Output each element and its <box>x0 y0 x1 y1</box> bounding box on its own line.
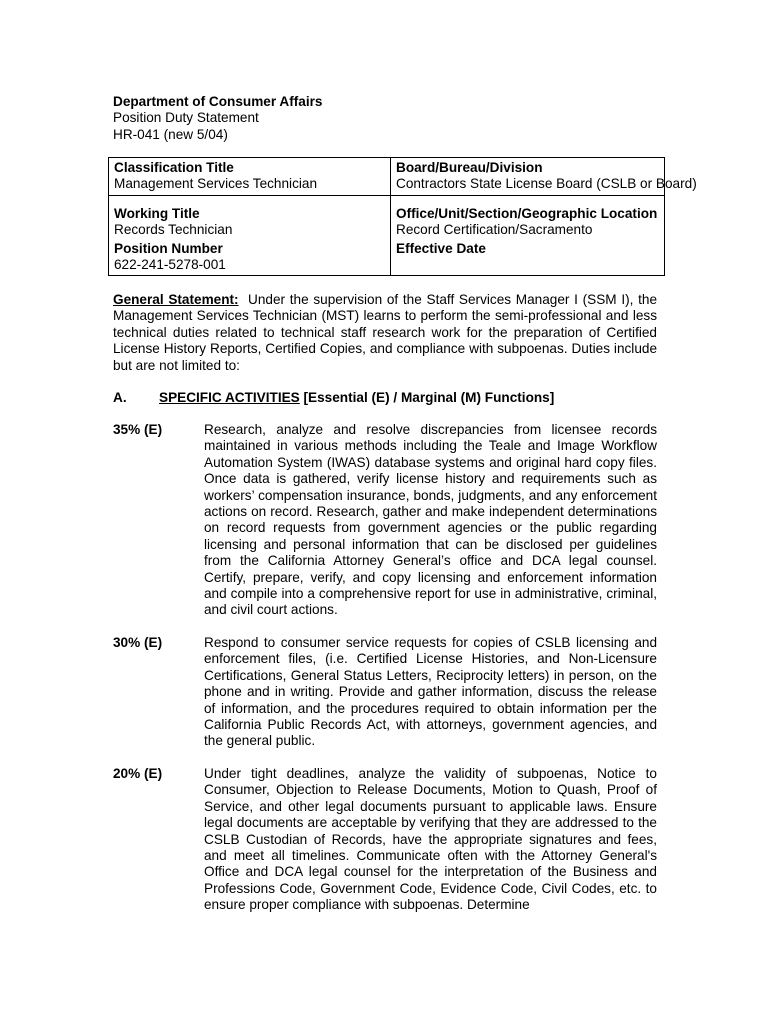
classification-title-label: Classification Title <box>114 160 234 175</box>
working-title-label: Working Title <box>114 206 200 221</box>
duty-percent: 30% (E) <box>113 635 163 650</box>
department-name: Department of Consumer Affairs <box>113 94 323 109</box>
working-title-cell <box>109 196 391 240</box>
duty-description: Under tight deadlines, analyze the validity of subpoenas, Notice to Consumer, Objection to Release Documents, Motion to Quash, Proof of Service, and other legal documents pursuant to applicable laws. Ensure legal documents are acceptable by verifying that they are addressed to the CSLB Custodian of Records, have the appropriate signatures and fees, and meet all timelines. Communicate often with the Attorney General's Office and DCA legal counsel for the interpretation of the Business and Professions Code, Government Code, Evidence Code, Civil Codes, etc. to ensure proper compliance with subpoenas. Determine <box>204 766 657 913</box>
duty-description: Research, analyze and resolve discrepancies from licensee records maintained in various methods including the Teale and Image Workflow Automation System (IWAS) database systems and original hard copy files. Once data is gathered, verify license history and requirements such as workers’ compensation insurance, bonds, judgments, and any enforcement actions on record. Research, gather and make independent determinations on record requests from government agencies or the public regarding licensing and personal information that can be disclosed per guidelines from the California Attorney General’s office and DCA legal counsel. Certify, prepare, verify, and copy licensing and enforcement information and compile into a comprehensive report for use in administrative, criminal, and civil court actions. <box>204 422 657 618</box>
duty-description: Respond to consumer service requests for copies of CSLB licensing and enforcement files, (i.e. Certified License Histories, and Non-Licensure Certifications, General Status Letters, Reciprocity letters) in person, on the phone and in writing. Provide and gather information, discuss the release of information, and the procedures required to obtain information per the California Public Records Act, with attorneys, government agencies, and the general public. <box>204 635 657 749</box>
section-title: SPECIFIC ACTIVITIES <box>159 390 300 405</box>
general-statement-text: Under the supervision of the Staff Services Manager I (SSM I), the Management Services Technician (MST) learns to perform the semi-professional and less technical duties related to technical staff research work for the preparation of Certified License History Reports, Certified Copies, and compliance with subpoenas. Duties include but are not limited to: <box>113 292 658 373</box>
office-cell <box>391 196 665 240</box>
position-number-value: 622-241-5278-001 <box>114 257 226 273</box>
working-title-value: Records Technician <box>114 222 233 238</box>
section-subtitle: [Essential (E) / Marginal (M) Functions] <box>299 390 555 405</box>
section-a-heading <box>113 390 673 406</box>
classification-title-value: Management Services Technician <box>114 176 318 192</box>
office-value: Record Certification/Sacramento <box>396 222 593 238</box>
form-number: HR-041 (new 5/04) <box>113 126 228 142</box>
position-info-table <box>108 157 697 276</box>
board-cell <box>391 158 697 196</box>
duty-percent: 20% (E) <box>113 766 163 781</box>
duty-percent: 35% (E) <box>113 422 163 437</box>
document-title: Position Duty Statement <box>113 110 259 126</box>
office-label: Office/Unit/Section/Geographic Location <box>396 206 658 221</box>
table-row <box>109 240 665 276</box>
classification-title-cell <box>109 158 391 196</box>
board-value: Contractors State License Board (CSLB or Board) <box>396 176 697 192</box>
table-row <box>109 158 665 196</box>
section-letter: A. <box>113 390 127 405</box>
position-number-label: Position Number <box>114 240 223 256</box>
effective-date-label: Effective Date <box>396 240 486 256</box>
general-statement-label: General Statement: <box>113 292 239 307</box>
document-header <box>113 94 673 143</box>
general-statement <box>113 292 657 374</box>
position-number-cell <box>109 240 391 276</box>
table-row <box>109 196 665 240</box>
board-label: Board/Bureau/Division <box>396 160 543 175</box>
effective-date-cell <box>391 240 665 276</box>
